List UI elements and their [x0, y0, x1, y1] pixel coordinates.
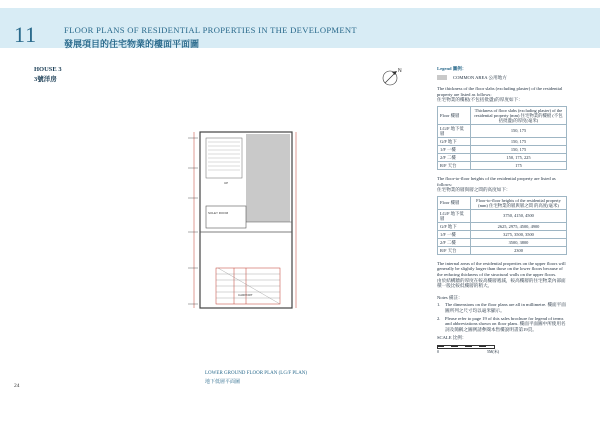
table-cell: 150, 175, 225 [471, 153, 567, 161]
table-row [438, 153, 567, 161]
scale-bar [437, 345, 567, 355]
legend-title: Legend 圖例： [437, 66, 467, 71]
common-area-label: COMMON AREA 公用地方 [453, 74, 507, 80]
table-cell: 1/F 一樓 [438, 145, 471, 153]
table-cell: LG/F 地下低層 [438, 124, 471, 137]
section-header [0, 8, 600, 48]
soley-room-label: SOLEY ROOM [208, 211, 229, 215]
slab-header-value: Thickness of floor slabs (excluding plaster) of the residential property (mm) 住宅物業的樓板 (不包括批盪)的厚度(毫米) [471, 106, 567, 124]
slab-intro-zh: 住宅物業的樓板(不包括批盪)的厚度如下： [437, 97, 523, 103]
slab-intro-en: The thickness of the floor slabs (excluding plaster) of the residential property are listed as follows: [437, 86, 563, 97]
table-row [438, 222, 567, 230]
note-number: 2. [437, 315, 441, 321]
floor-height-table [437, 196, 567, 255]
note-item [437, 316, 567, 333]
floor-plan-drawing [186, 128, 306, 368]
table-cell: 175 [471, 161, 567, 169]
plan-caption-zh: 地下低層平面圖 [205, 380, 241, 385]
notes-title: Notes 備註： [437, 294, 463, 300]
table-cell: LG/F 地下低層 [438, 209, 471, 222]
section-title-en: FLOOR PLANS OF RESIDENTIAL PROPERTIES IN THE DEVELOPMENT [64, 25, 357, 35]
table-cell: R/F 天台 [438, 246, 471, 254]
table-cell: 1/F 一樓 [438, 230, 471, 238]
scale-start: 0 [437, 348, 439, 354]
height-intro-zh: 住宅物業的層與層之間的高度如下： [437, 187, 511, 193]
stair-up-label: UP [224, 181, 229, 185]
table-row [438, 230, 567, 238]
note-item [437, 302, 567, 313]
internal-areas-zh: 由於結構牆的厚度在較高樓層遞減，較高樓層的住宅物業內部面積一般比較低樓層的稍大。 [437, 277, 566, 289]
height-intro-en: The floor-to-floor heights of the residential property are listed as follows: [437, 175, 556, 187]
table-cell: 2300 [471, 246, 567, 254]
plan-caption-en: LOWER GROUND FLOOR PLAN (LG/F PLAN) [205, 371, 308, 376]
table-cell: 2/F 二樓 [438, 153, 471, 161]
table-cell: G/F 地下 [438, 222, 471, 230]
note-text: The dimensions on the floor plans are all in millimetre. 樓面平面圖所列之尺寸均以毫米顯示。 [445, 302, 566, 313]
height-header-floor: Floor 樓層 [438, 196, 471, 209]
house-name-zh: 3號洋房 [34, 76, 57, 83]
section-number: 11 [14, 22, 38, 47]
soley-room [206, 206, 246, 228]
north-arrow-icon [378, 64, 408, 88]
table-cell: 150, 175 [471, 124, 567, 137]
table-row [438, 137, 567, 145]
table-cell: 2/F 二樓 [438, 238, 471, 246]
page-number: 24 [14, 383, 20, 389]
table-cell: R/F 天台 [438, 161, 471, 169]
common-area-shading [246, 134, 290, 222]
table-row [438, 124, 567, 137]
note-text: Please refer to page 19 of this sales brochure for legend of terms and abbreviations shown on floor plans. 樓面平面圖中所使用名詞及簡稱之圖例請參閱本售樓說明書第19頁。 [445, 315, 566, 332]
table-cell: G/F 地下 [438, 137, 471, 145]
scale-label: SCALE 比例： [437, 335, 467, 341]
scale-end: 5M(米) [487, 348, 500, 354]
legend-common-area [437, 75, 567, 81]
north-label: N [398, 68, 402, 74]
slab-header-floor: Floor 樓層 [438, 106, 471, 124]
section-title-zh: 發展項目的住宅物業的樓面平面圖 [64, 39, 200, 49]
table-cell: 2625, 2975, 4500, 4900 [471, 222, 567, 230]
table-cell: 3275, 3500, 3500 [471, 230, 567, 238]
common-area-swatch [437, 75, 447, 80]
table-cell: 150, 175 [471, 137, 567, 145]
slab-thickness-table [437, 106, 567, 170]
carport-label: CARPORT [238, 293, 253, 297]
house-name-en: HOUSE 3 [34, 66, 62, 73]
note-number: 1. [437, 302, 441, 308]
internal-areas-en: The internal areas of the residential properties on the upper floors will generally be slightly larger than those on the lower floors because of the reducing thickness of the structural walls on the upper floors. [437, 260, 566, 277]
table-cell: 3500, 3800 [471, 238, 567, 246]
table-row [438, 238, 567, 246]
table-row [438, 161, 567, 169]
height-header-value: Floor-to-floor heights of the residential property (mm) 住宅物業的層與層之間 的高度(毫米) [471, 196, 567, 209]
table-cell: 3750, 4150, 4500 [471, 209, 567, 222]
table-row [438, 145, 567, 153]
table-cell: 150, 175 [471, 145, 567, 153]
table-row [438, 246, 567, 254]
info-column [437, 66, 567, 355]
table-row [438, 209, 567, 222]
